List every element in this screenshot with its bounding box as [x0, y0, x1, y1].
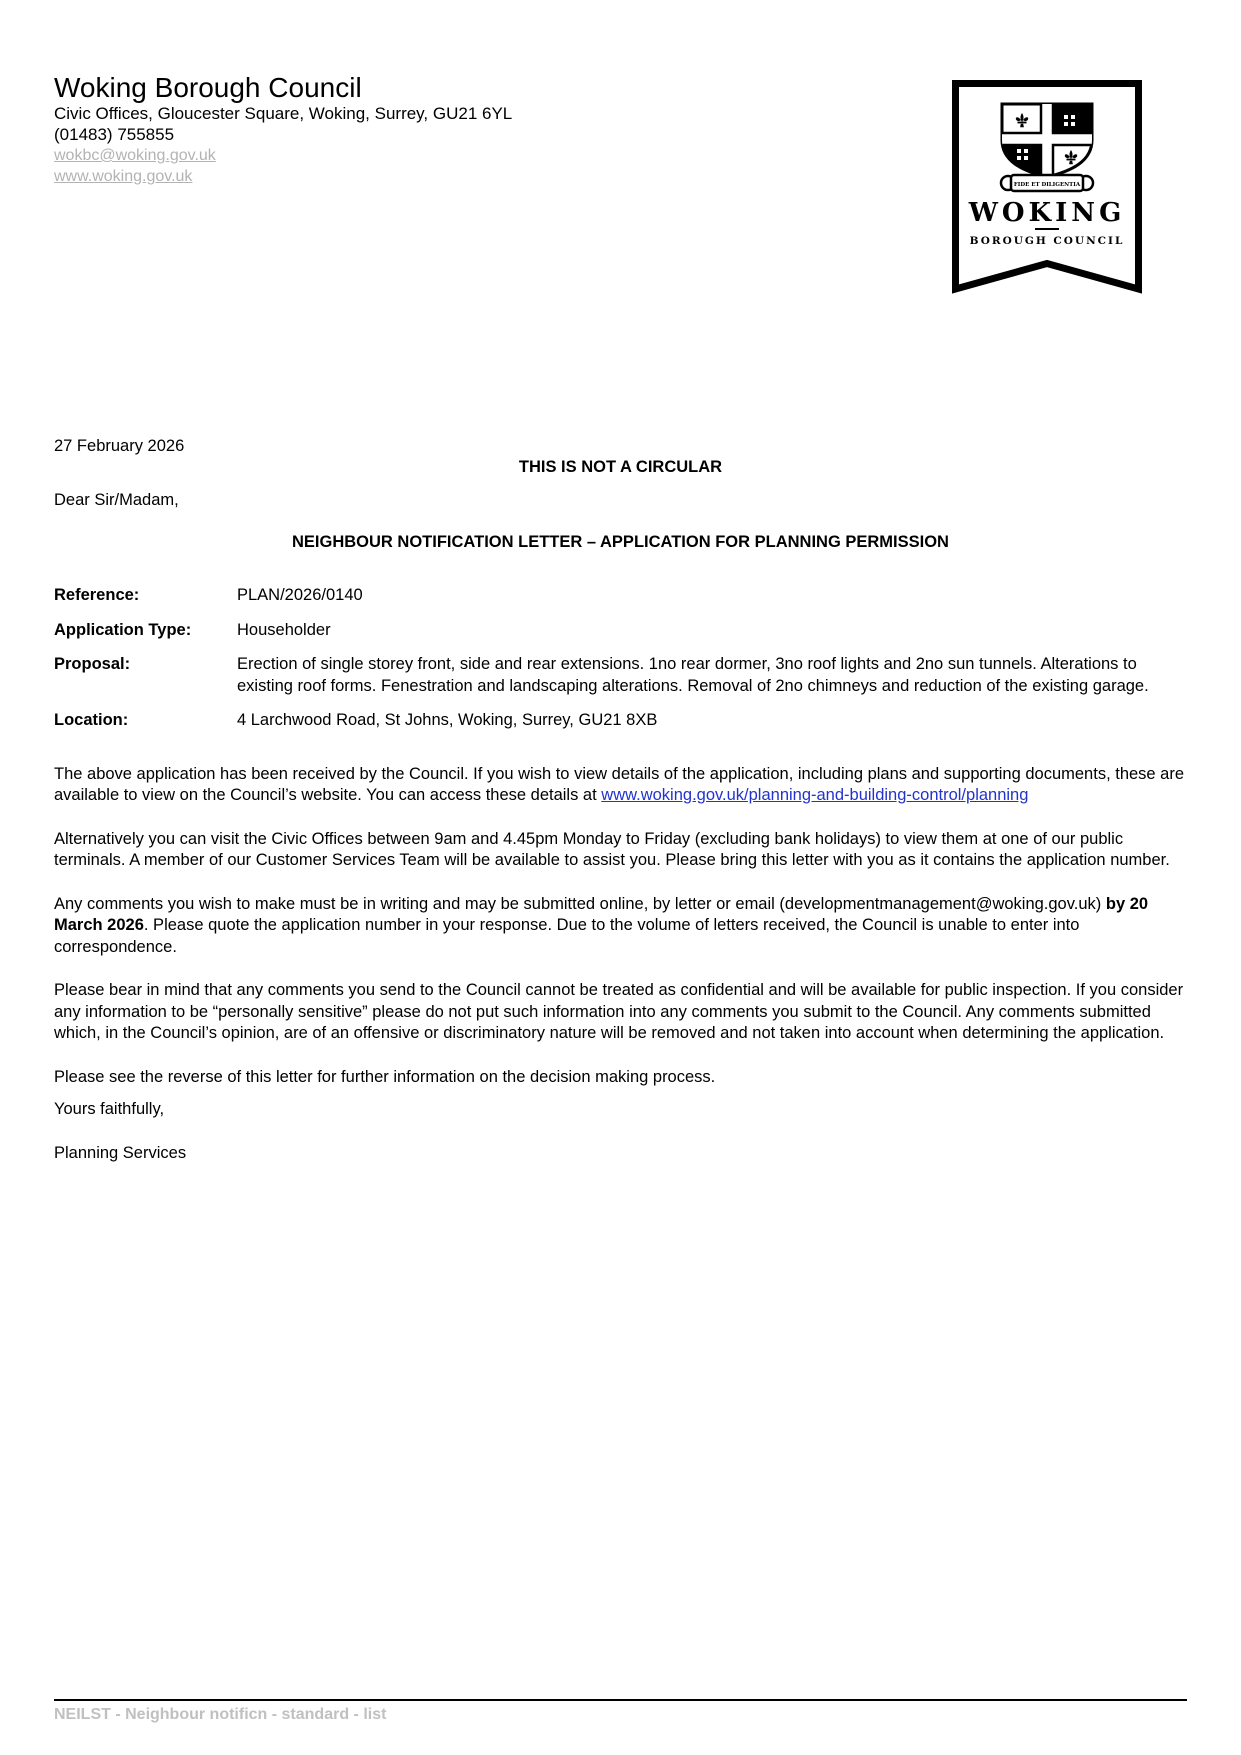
reference-value: PLAN/2026/0140 — [237, 586, 363, 604]
letter-date: 27 February 2026 — [54, 437, 185, 455]
org-address: Civic Offices, Gloucester Square, Woking, Surrey, GU21 6YL — [54, 104, 513, 123]
council-crest-icon — [952, 80, 1142, 295]
paragraph-comments-start: Any comments you wish to make must be in writing and may be submitted online, by letter or email (developmentmanagement@woking.gov.uk) — [54, 894, 1106, 913]
detail-row-proposal — [54, 654, 1187, 697]
not-circular-notice: THIS IS NOT A CIRCULAR — [518, 458, 723, 476]
paragraph-comments-end: . Please quote the application number in your response. Due to the volume of letters received, the Council is unable to enter into correspondence. — [54, 916, 1080, 956]
comments-deadline: by 20 March 2026 — [54, 894, 1149, 934]
paragraph-view-details-text: The above application has been received by the Council. If you wish to view details of the application, including plans and supporting documents, these are available to view on the Council’s website. You can access these details at — [54, 764, 1185, 804]
detail-row-location — [54, 710, 1187, 732]
paragraph-civic-offices: Alternatively you can visit the Civic Offices between 9am and 4.45pm Monday to Friday (excluding bank holidays) to view them at one of our public terminals. A member of our Customer Services Team will be available to assist you. Please bring this letter with you as it contains the application number. — [54, 829, 1170, 869]
logo-woking-text: WOKING — [968, 198, 1126, 228]
closing: Yours faithfully, — [54, 1100, 165, 1118]
proposal-label: Proposal: — [54, 655, 131, 673]
paragraph-reverse-info: Please see the reverse of this letter for further information on the decision making process. — [54, 1067, 716, 1086]
proposal-value: Erection of single storey front, side and rear extensions. 1no rear dormer, 3no roof lights and 2no sun tunnels. Alterations to existing roof forms. Fenestration and landscaping alterations. Removal of 2no chimneys and reduction of the existing garage. — [237, 655, 1149, 695]
org-name: Woking Borough Council — [54, 72, 362, 103]
reference-label: Reference: — [54, 586, 140, 604]
application-type-label: Application Type: — [54, 620, 192, 639]
location-value: 4 Larchwood Road, St Johns, Woking, Surrey, GU21 8XB — [237, 711, 658, 729]
planning-website-link[interactable]: www.woking.gov.uk/planning-and-building-control/planning — [601, 786, 1029, 804]
logo-borough-council-text: BOROUGH COUNCIL — [969, 235, 1125, 247]
paragraph-view-details — [54, 764, 1187, 807]
signature: Planning Services — [54, 1143, 187, 1162]
letter-heading: NEIGHBOUR NOTIFICATION LETTER – APPLICATION FOR PLANNING PERMISSION — [292, 533, 949, 551]
salutation: Dear Sir/Madam, — [54, 491, 179, 509]
org-website-link[interactable]: www.woking.gov.uk — [54, 168, 193, 185]
org-phone: (01483) 755855 — [54, 125, 175, 144]
application-type-value: Householder — [237, 620, 331, 639]
detail-row-reference — [54, 585, 1187, 607]
council-logo — [952, 80, 1142, 295]
paragraph-comments — [54, 894, 1187, 959]
paragraph-confidentiality: Please bear in mind that any comments you send to the Council cannot be treated as confidential and will be available for public inspection. If you consider any information to be “personally sensitive” please do not put such information into any comments you submit to the Council. Any comments submitted which, in the Council’s opinion, are of an offensive or discriminatory nature will be removed and not taken into account when determining the application. — [54, 981, 1184, 1042]
detail-row-application-type — [54, 620, 1187, 642]
application-details — [54, 585, 1187, 732]
location-label: Location: — [54, 711, 129, 729]
footer-template-reference: NEILST - Neighbour notificn - standard - list — [54, 1699, 1187, 1724]
org-email-link[interactable]: wokbc@woking.gov.uk — [54, 147, 216, 164]
logo-motto-text: FIDE ET DILIGENTIA — [1013, 182, 1081, 188]
